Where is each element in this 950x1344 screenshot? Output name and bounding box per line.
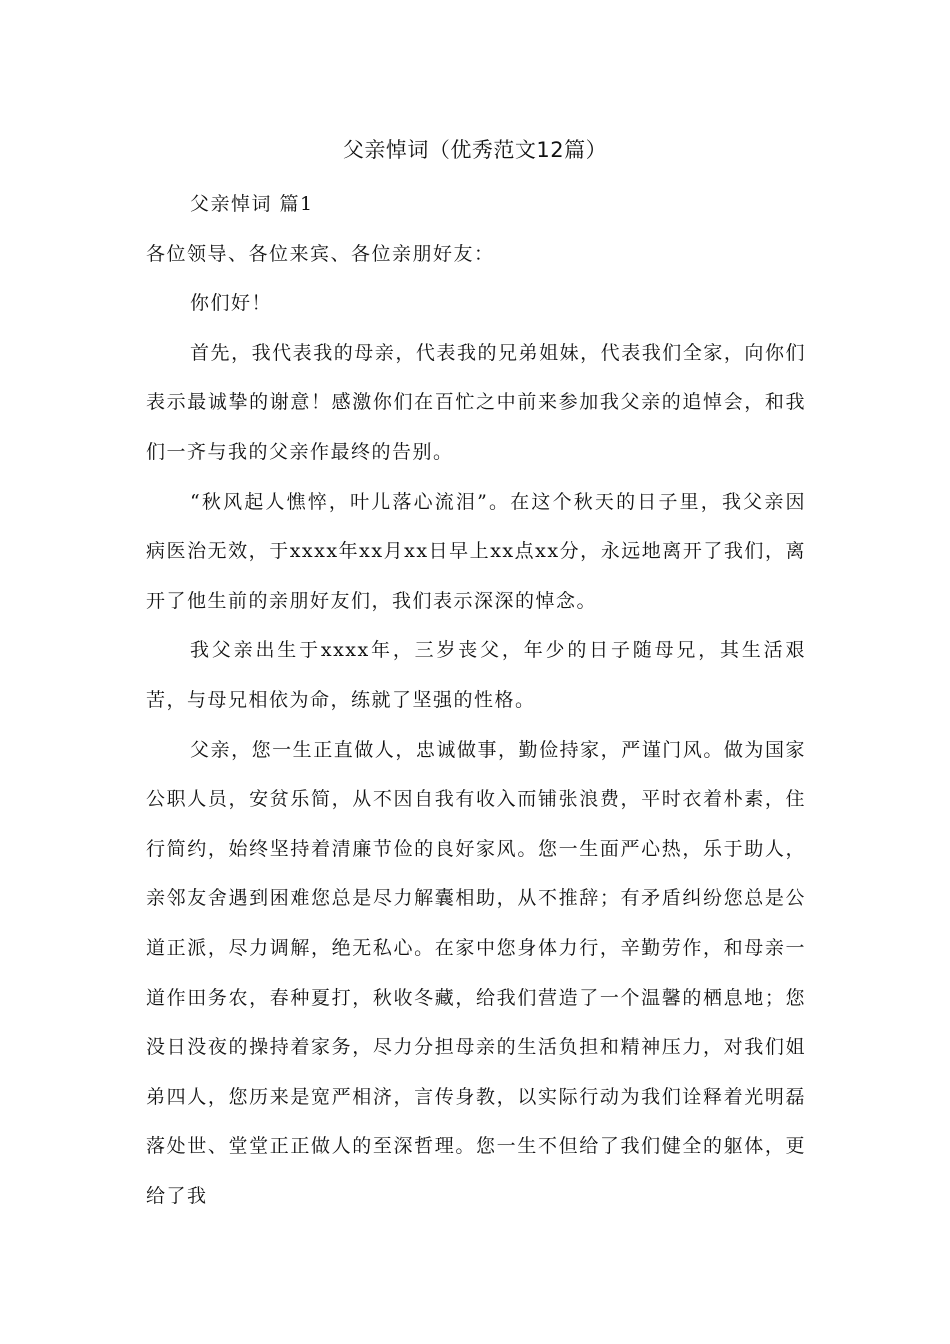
document-body [146,180,806,1221]
body-paragraph: 我父亲出生于xxxx年，三岁丧父，年少的日子随母兄，其生活艰苦，与母兄相依为命，练就了坚强的性格。 [146,639,806,711]
body-paragraph: 首先，我代表我的母亲，代表我的兄弟姐妹，代表我们全家，向你们表示最诚挚的谢意！感激你们在百忙之中前来参加我父亲的追悼会，和我们一齐与我的父亲作最终的告别。 [146,341,806,463]
salutation-paragraph: 各位领导、各位来宾、各位亲朋好友： [146,242,495,265]
greeting-paragraph: 你们好！ [190,292,273,315]
body-paragraph: “秋风起人憔悴，叶儿落心流泪”。在这个秋天的日子里，我父亲因病医治无效，于xxxx年xx月xx日早上xx点xx分，永远地离开了我们，离开了他生前的亲朋好友们，我们表示深深的悼念。 [146,490,806,612]
document-title: 父亲悼词（优秀范文12篇） [342,138,608,162]
section-heading: 父亲悼词 篇1 [190,193,314,215]
body-paragraph: 父亲，您一生正直做人，忠诚做事，勤俭持家，严谨门风。做为国家公职人员，安贫乐简，从不因自我有收入而铺张浪费，平时衣着朴素，住行简约，始终坚持着清廉节俭的良好家风。您一生面严心热，乐于助人，亲邻友舍遇到困难您总是尽力解囊相助，从不推辞；有矛盾纠纷您总是公道正派，尽力调解，绝无私心。在家中您身体力行，辛勤劳作，和母亲一道作田务农，春种夏打，秋收冬藏，给我们营造了一个温馨的栖息地；您没日没夜的操持着家务，尽力分担母亲的生活负担和精神压力，对我们姐弟四人，您历来是宽严相济，言传身教，以实际行动为我们诠释着光明磊落处世、堂堂正正做人的至深哲理。您一生不但给了我们健全的躯体，更给了我 [146,738,806,1207]
